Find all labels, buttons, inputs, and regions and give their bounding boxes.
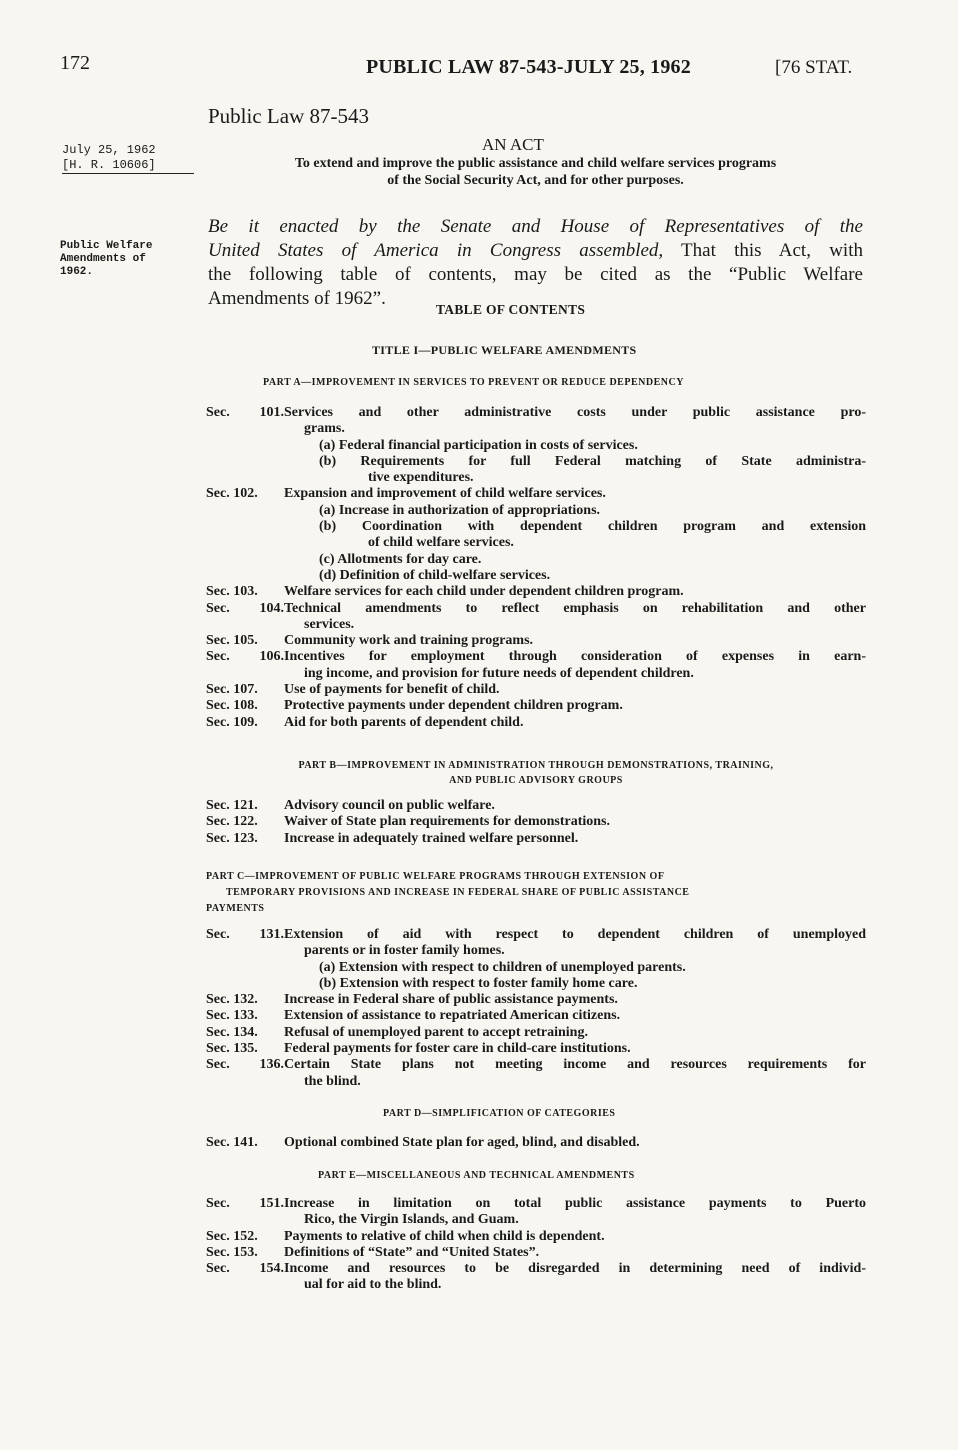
toc-subentry: (b) Coordination with dependent children program and extension — [319, 519, 866, 535]
part-b-heading-line: AND PUBLIC ADVISORY GROUPS — [449, 775, 623, 786]
section-number: Sec. 121. — [206, 798, 258, 813]
toc-entry — [206, 1261, 866, 1277]
toc-entry — [206, 927, 866, 943]
toc-entry — [206, 798, 866, 814]
section-number: Sec. 106. — [206, 649, 284, 665]
section-number: Sec. 105. — [206, 633, 258, 649]
margin-note-line: 1962. — [60, 266, 94, 278]
toc-entry — [206, 1008, 866, 1024]
section-title: Protective payments under dependent children program. — [284, 698, 623, 714]
section-title-continued: grams. — [304, 421, 345, 437]
section-number: Sec. 108. — [206, 698, 258, 714]
section-number: Sec. 135. — [206, 1041, 258, 1057]
section-title: Waiver of State plan requirements for demonstrations. — [284, 814, 611, 830]
section-number: Sec. 132. — [206, 992, 258, 1008]
toc-entry — [206, 405, 866, 421]
toc-list-part-b — [206, 798, 866, 847]
section-title: Expansion and improvement of child welfare services. — [284, 486, 606, 502]
toc-list-part-a — [206, 405, 866, 731]
margin-note — [60, 240, 152, 279]
toc-subentry-continued: of child welfare services. — [368, 535, 514, 551]
section-number: Sec. 136. — [206, 1057, 284, 1073]
margin-note-line: Public Welfare — [60, 240, 153, 252]
toc-subentry: (a) Increase in authorization of appropriations. — [319, 502, 601, 518]
toc-entry — [206, 715, 866, 731]
toc-subentry: (b) Extension with respect to foster family home care. — [319, 975, 638, 991]
section-title-continued: Rico, the Virgin Islands, and Guam. — [304, 1212, 519, 1228]
enacting-italic: Be it enacted by the Senate and House of Representatives of the — [208, 216, 863, 237]
section-number: Sec. 123. — [206, 830, 258, 846]
toc-entry — [206, 1025, 866, 1041]
part-c-heading-line: TEMPORARY PROVISIONS AND INCREASE IN FEDERAL SHARE OF PUBLIC ASSISTANCE — [226, 887, 690, 898]
toc-subentry: (c) Allotments for day care. — [319, 551, 482, 567]
section-title: Extension of aid with respect to dependent children of unemployed — [284, 927, 866, 942]
section-number: Sec. 131. — [206, 927, 284, 942]
part-d-heading: PART D—SIMPLIFICATION OF CATEGORIES — [383, 1108, 616, 1119]
act-description-line: of the Social Security Act, and for other purposes. — [387, 173, 684, 188]
section-title: Extension of assistance to repatriated American citizens. — [284, 1008, 621, 1024]
section-number: Sec. 141. — [206, 1135, 258, 1150]
page-number: 172 — [60, 52, 90, 74]
section-title: Payments to relative of child when child is dependent. — [284, 1228, 605, 1244]
part-b-heading-line: PART B—IMPROVEMENT IN ADMINISTRATION THROUGH DEMONSTRATIONS, TRAINING, — [298, 760, 774, 771]
toc-entry — [206, 1135, 866, 1151]
title-heading: TITLE I—PUBLIC WELFARE AMENDMENTS — [372, 343, 637, 357]
enacting-text: Amendments of 1962”. — [208, 288, 386, 309]
part-c-heading — [206, 869, 866, 917]
statute-reference: [76 STAT. — [775, 57, 853, 78]
section-number: Sec. 134. — [206, 1024, 258, 1040]
toc-entry — [206, 682, 866, 698]
section-title: Advisory council on public welfare. — [284, 798, 495, 813]
toc-title: TABLE OF CONTENTS — [436, 302, 586, 317]
section-title: Use of payments for benefit of child. — [284, 682, 500, 698]
toc-entry — [206, 601, 866, 617]
section-number: Sec. 152. — [206, 1228, 258, 1244]
section-title-continued: ual for aid to the blind. — [304, 1277, 442, 1293]
part-b-heading — [206, 758, 866, 788]
section-title: Incentives for employment through consideration of expenses in earn- — [284, 649, 866, 665]
toc-entry — [206, 698, 866, 714]
section-number: Sec. 122. — [206, 814, 258, 830]
section-title-continued: ing income, and provision for future needs of dependent children. — [304, 665, 694, 681]
toc-entry — [206, 584, 866, 600]
toc-entry — [206, 486, 866, 502]
law-title: Public Law 87-543 — [208, 104, 369, 128]
section-title: Income and resources to be disregarded in determining need of individ- — [284, 1261, 866, 1277]
section-title-continued: the blind. — [304, 1073, 361, 1089]
section-title: Optional combined State plan for aged, blind, and disabled. — [284, 1135, 640, 1150]
margin-date-note — [62, 143, 194, 174]
section-title: Increase in limitation on total public assistance payments to Puerto — [284, 1196, 866, 1211]
margin-note-line: Amendments of — [60, 253, 146, 265]
toc-entry — [206, 1245, 866, 1261]
margin-date: July 25, 1962 — [62, 143, 156, 157]
margin-bill-number: [H. R. 10606] — [62, 158, 194, 174]
running-title: PUBLIC LAW 87-543-JULY 25, 1962 — [366, 56, 691, 78]
section-number: Sec. 103. — [206, 584, 258, 600]
section-title: Services and other administrative costs under public assistance pro- — [284, 405, 866, 420]
enacting-clause — [208, 215, 863, 311]
part-a-heading: PART A—IMPROVEMENT IN SERVICES TO PREVENT OR REDUCE DEPENDENCY — [263, 377, 684, 388]
section-title: Certain State plans not meeting income and resources requirements for — [284, 1057, 866, 1073]
section-number: Sec. 154. — [206, 1261, 284, 1277]
toc-entry — [206, 1229, 866, 1245]
section-title-continued: services. — [304, 616, 355, 632]
enacting-italic: United States of America in Congress assembled, — [208, 240, 664, 261]
toc-subentry: (a) Extension with respect to children of unemployed parents. — [319, 959, 686, 975]
section-title: Increase in Federal share of public assistance payments. — [284, 992, 618, 1008]
toc-entry — [206, 1057, 866, 1073]
section-number: Sec. 102. — [206, 486, 258, 502]
toc-subentry: (a) Federal financial participation in costs of services. — [319, 437, 638, 453]
section-number: Sec. 151. — [206, 1196, 284, 1211]
section-number: Sec. 153. — [206, 1244, 258, 1260]
toc-list-part-d — [206, 1135, 866, 1151]
enacting-text: That this Act, with — [663, 240, 863, 261]
toc-entry — [206, 633, 866, 649]
part-c-heading-line: PAYMENTS — [206, 903, 265, 914]
toc-entry — [206, 992, 866, 1008]
act-description-line: To extend and improve the public assistance and child welfare services programs — [294, 156, 777, 171]
act-heading: AN ACT — [482, 135, 544, 154]
toc-list-part-e — [206, 1196, 866, 1294]
section-number: Sec. 107. — [206, 682, 258, 698]
enacting-text: the following table of contents, may be cited as the “Public Welfare — [208, 264, 863, 285]
part-c-heading-line: PART C—IMPROVEMENT OF PUBLIC WELFARE PROGRAMS THROUGH EXTENSION OF — [206, 871, 665, 882]
act-description — [208, 155, 863, 189]
section-title: Refusal of unemployed parent to accept retraining. — [284, 1024, 588, 1040]
section-title: Welfare services for each child under dependent children program. — [284, 584, 684, 600]
section-title: Increase in adequately trained welfare personnel. — [284, 830, 579, 846]
toc-entry — [206, 649, 866, 665]
toc-entry — [206, 1041, 866, 1057]
toc-subentry-continued: tive expenditures. — [368, 470, 474, 486]
section-title: Technical amendments to reflect emphasis on rehabilitation and other — [284, 600, 866, 616]
section-number: Sec. 104. — [206, 600, 284, 616]
section-title: Definitions of “State” and “United States”. — [284, 1244, 540, 1260]
section-title: Community work and training programs. — [284, 633, 534, 649]
toc-entry — [206, 814, 866, 830]
toc-entry — [206, 831, 866, 847]
section-title-continued: parents or in foster family homes. — [304, 943, 505, 959]
part-e-heading: PART E—MISCELLANEOUS AND TECHNICAL AMENDMENTS — [318, 1170, 635, 1181]
toc-subentry: (b) Requirements for full Federal matching of State administra- — [319, 453, 866, 469]
section-title: Federal payments for foster care in child-care institutions. — [284, 1041, 631, 1057]
toc-entry — [206, 1196, 866, 1212]
toc-list-part-c — [206, 927, 866, 1090]
section-number: Sec. 101. — [206, 405, 284, 420]
section-number: Sec. 109. — [206, 714, 258, 730]
section-title: Aid for both parents of dependent child. — [284, 714, 524, 730]
section-number: Sec. 133. — [206, 1008, 258, 1024]
toc-subentry: (d) Definition of child-welfare services. — [319, 567, 551, 583]
